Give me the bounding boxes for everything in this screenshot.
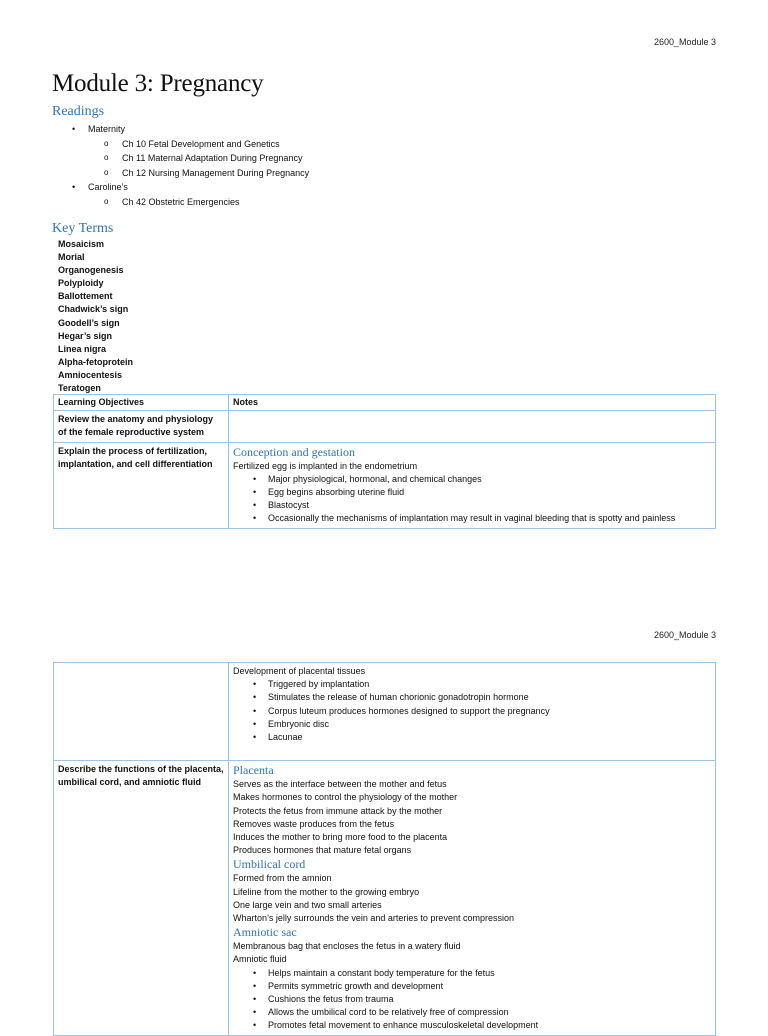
note-bullet: • Helps maintain a constant body temperature for the fetus: [233, 967, 711, 980]
note-line: Fertilized egg is implanted in the endometrium: [233, 460, 418, 471]
reading-item: • Caroline’s: [52, 180, 309, 195]
note-bullet: • Blastocyst: [233, 499, 711, 512]
note-line: Serves as the interface between the mother and fetus: [233, 779, 447, 790]
key-term: Alpha-fetoprotein: [58, 356, 133, 367]
objective-cell: Describe the functions of the placenta, umbilical cord, and amniotic fluid: [54, 761, 229, 1035]
key-term: Ballottement: [58, 291, 113, 302]
note-line: Formed from the amnion: [233, 873, 332, 884]
note-line: Wharton’s jelly surrounds the vein and arteries to prevent compression: [233, 913, 514, 924]
key-term: Teratogen: [58, 383, 101, 394]
document-title: Module 3: Pregnancy: [52, 70, 264, 97]
notes-cell: [229, 663, 716, 761]
section-heading: Amniotic sac: [233, 925, 297, 940]
note-bullet: • Corpus luteum produces hormones designed to support the pregnancy: [233, 705, 711, 718]
table-row: [54, 411, 716, 442]
note-line: Membranous bag that encloses the fetus in a watery fluid: [233, 941, 461, 952]
key-term: Amniocentesis: [58, 369, 123, 380]
reading-item: o Ch 11 Maternal Adaptation During Pregnancy: [52, 151, 309, 166]
note-line: Development of placental tissues: [233, 666, 366, 676]
page-header: 2600_Module 3: [653, 630, 716, 640]
key-terms-list: [58, 238, 133, 395]
reading-item: o Ch 42 Obstetric Emergencies: [52, 195, 309, 210]
key-term: Chadwick’s sign: [58, 304, 129, 315]
notes-cell: [229, 761, 716, 1035]
note-bullet: • Major physiological, hormonal, and chemical changes: [233, 473, 711, 486]
note-line: Induces the mother to bring more food to the placenta: [233, 832, 448, 843]
key-term: Polyploidy: [58, 278, 104, 289]
section-heading: Conception and gestation: [233, 444, 355, 459]
note-bullet: • Cushions the fetus from trauma: [233, 993, 711, 1006]
note-bullet: • Embryonic disc: [233, 718, 711, 731]
notes-cell: [229, 411, 716, 442]
note-line: Produces hormones that mature fetal organs: [233, 845, 412, 856]
reading-item: o Ch 12 Nursing Management During Pregnancy: [52, 166, 309, 181]
readings-heading: Readings: [52, 104, 105, 119]
reading-item: • Maternity: [52, 122, 309, 137]
key-terms-heading: Key Terms: [52, 221, 114, 236]
objective-cell: Explain the process of fertilization, implantation, and cell differentiation: [54, 442, 229, 528]
reading-item: o Ch 10 Fetal Development and Genetics: [52, 137, 309, 152]
key-term: Goodell’s sign: [58, 317, 120, 328]
key-term: Hegar’s sign: [58, 330, 113, 341]
note-line: Protects the fetus from immune attack by the mother: [233, 805, 443, 816]
table-row: [54, 761, 716, 1035]
readings-list: [52, 122, 309, 210]
note-bullet: • Stimulates the release of human chorionic gonadotropin hormone: [233, 691, 711, 704]
note-bullet: • Promotes fetal movement to enhance musculoskeletal development: [233, 1019, 711, 1032]
key-term: Morial: [58, 252, 85, 263]
note-bullet: • Permits symmetric growth and development: [233, 980, 711, 993]
key-term: Linea nigra: [58, 343, 107, 354]
note-line: Lifeline from the mother to the growing embryo: [233, 886, 420, 897]
note-line: Makes hormones to control the physiology of the mother: [233, 792, 458, 803]
note-line: Amniotic fluid: [233, 954, 287, 965]
column-header-notes: Notes: [229, 395, 716, 411]
objectives-table: [53, 394, 716, 529]
page-gap: [0, 600, 768, 612]
note-bullet: • Egg begins absorbing uterine fluid: [233, 486, 711, 499]
objectives-table-continued: [53, 662, 716, 1036]
note-line: One large vein and two small arteries: [233, 899, 382, 910]
table-header-row: [54, 395, 716, 411]
notes-cell: [229, 442, 716, 528]
objective-cell: Review the anatomy and physiology of the female reproductive system: [54, 411, 229, 442]
column-header-objectives: Learning Objectives: [54, 395, 229, 411]
section-heading: Placenta: [233, 763, 274, 778]
note-bullet: • Lacunae: [233, 731, 711, 744]
document-page-2: [0, 612, 768, 1031]
note-bullet: • Triggered by implantation: [233, 678, 711, 691]
section-heading: Umbilical cord: [233, 857, 306, 872]
table-row: [54, 442, 716, 528]
objective-cell: [54, 663, 229, 761]
key-term: Organogenesis: [58, 265, 124, 276]
key-term: Mosaicism: [58, 239, 105, 249]
table-row: [54, 663, 716, 761]
page-header: 2600_Module 3: [653, 37, 716, 47]
note-bullet: • Allows the umbilical cord to be relatively free of compression: [233, 1006, 711, 1019]
note-line: Removes waste produces from the fetus: [233, 818, 395, 829]
note-bullet: • Occasionally the mechanisms of implantation may result in vaginal bleeding that is spotty and painless: [233, 512, 711, 525]
